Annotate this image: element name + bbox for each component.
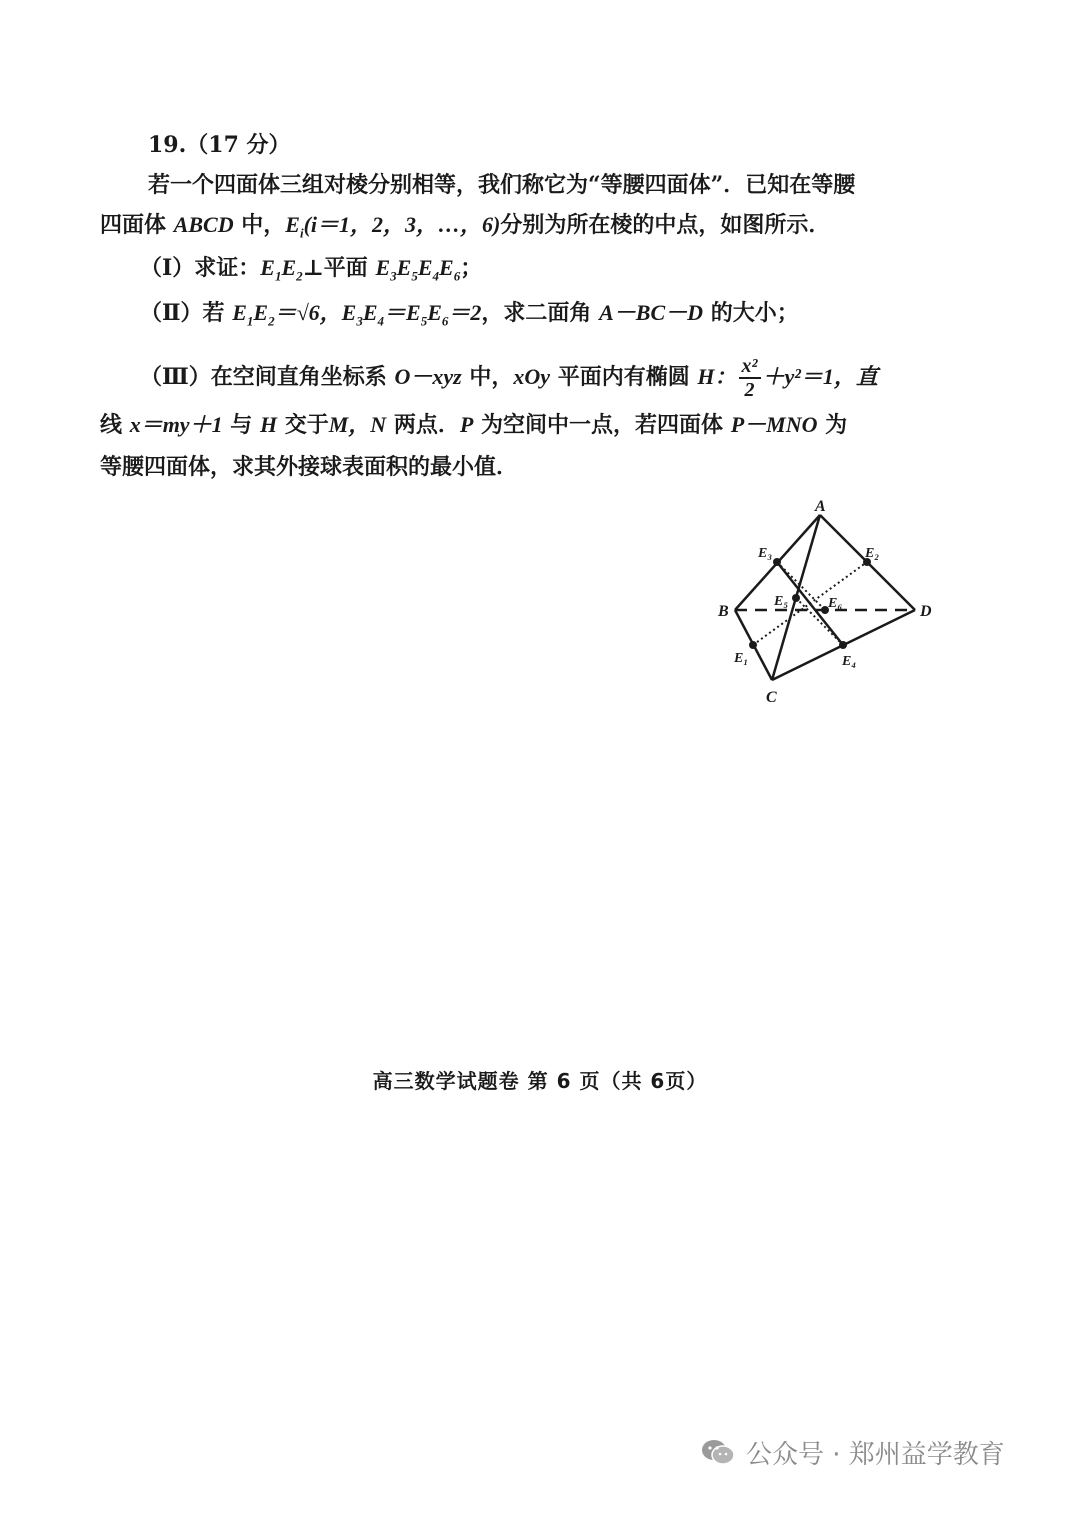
part3-text: 交于 [284,412,329,438]
label-e3: E₃ [758,546,773,561]
midpoint-symbol: $E_i(i=1$，2，3，…，6) [285,212,501,241]
frac-denominator: 2 [744,379,755,401]
tetrahedron-figure [710,495,960,710]
label-e6: E₆ [828,596,843,611]
question-part3-line1 [140,355,990,401]
part1-text: 平面 [323,255,368,281]
intro-text: 中， [241,212,286,238]
label-a: A [815,498,826,515]
watermark-text: 公众号 · 郑州益学教育 [746,1439,1005,1470]
label-b: B [718,603,729,620]
plane-xoy: xOy [513,364,551,389]
part3-text: 两点． [393,412,460,438]
label-e4: E₄ [842,654,857,669]
question-intro-line1: 若一个四面体三组对棱分别相等，我们称它为“等腰四面体”．已知在等腰 [148,172,856,198]
ellipse-rest: ＋y²＝1，直 [762,364,878,389]
part3-text: 为 [825,412,848,438]
label-d: D [920,603,932,620]
points-mn: M，N [328,412,387,437]
tetra-name: ABCD [173,212,234,237]
point-p: P [459,412,474,437]
line-equation: x＝my＋1 [129,412,223,437]
dihedral-angle: A－BC－D [599,300,704,325]
tetra-pmno: P－MNO [730,412,818,437]
coord-system: O－xyz [394,364,462,389]
label-c: C [766,689,777,706]
segment-e1e2: $E_1E_2$ [260,255,303,284]
question-number: 19.（17 分） [148,132,291,158]
part3-text: 与 [230,412,253,438]
label-e5: E₅ [774,594,789,609]
part2-condition: $E_1E_2=√6$，$E_3E_4=E_5E_6=2$ [232,300,482,329]
question-part3-line3: 等腰四面体，求其外接球表面积的最小值． [100,454,519,480]
point-e4 [839,641,847,649]
wechat-icon [700,1438,736,1466]
label-e1: E₁ [734,651,749,666]
question-part1: （Ⅰ）求证：$E_1E_2\perp$平面 $E_3E_5E_4E_6$； [140,255,483,284]
question-part2 [140,298,990,336]
ellipse-fraction [739,355,761,401]
page-footer: 高三数学试题卷 第 6 页（共 6页） [372,1069,708,1093]
part1-label: （Ⅰ）求证： [140,255,261,281]
point-e5 [792,594,800,602]
point-e3 [773,558,781,566]
frac-numerator: x² [739,355,761,379]
intro-text: 分别为所在棱的中点，如图所示． [500,212,831,238]
label-e2: E₂ [865,546,880,561]
part3-text: 为空间中一点，若四面体 [481,412,724,438]
part2-tail: 的大小； [710,300,799,326]
point-e1 [749,641,757,649]
part2-text: ，求二面角 [481,300,592,326]
intro-text: 四面体 [100,212,167,238]
plane-e3e5e4e6: $E_3E_5E_4E_6$ [375,255,461,284]
part3-text: 中， [469,364,514,390]
question-intro-line2 [100,210,950,248]
part3-text: 线 [100,412,123,438]
part3-text: 平面内有椭圆 [557,364,690,390]
ellipse-ref: H [259,412,278,437]
part2-label: （Ⅱ）若 [140,300,225,326]
watermark [700,1432,1005,1472]
segment-e1-e2 [753,562,867,645]
ellipse-name: H： [697,364,737,389]
part3-label: （Ⅲ）在空间直角坐标系 [140,364,387,390]
question-part3-line2 [100,410,950,440]
